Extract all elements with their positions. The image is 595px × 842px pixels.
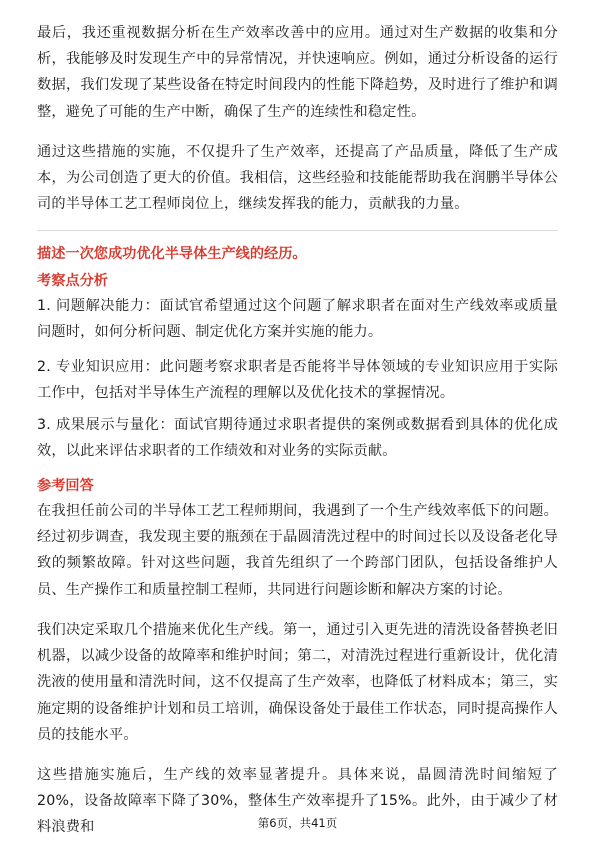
page-number: 第6页，共41页 xyxy=(257,816,338,830)
analysis-item-3: 3. 成果展示与量化：面试官期待通过求职者提供的案例或数据看到具体的优化成效，以此来评估求职者的工作绩效和对业务的实际贡献。 xyxy=(37,417,558,460)
answer-paragraph-2: 我们决定采取几个措施来优化生产线。第一，通过引入更先进的清洗设备替换老旧机器，以减少设备的故障率和维护时间；第二，对清洗过程进行重新设计，优化清洗液的使用量和清洗时间，这不仅提高了生产效率，也降低了材料成本；第三，实施定期的设备维护计划和员工培训，确保设备处于最佳工作状态，同时提高操作人员的技能水平。 xyxy=(37,622,558,743)
answer-paragraph-3: 这些措施实施后，生产线的效率显著提升。具体来说，晶圆清洗时间缩短了20%，设备故障率下降了30%，整体生产效率提升了15%。此外，由于减少了材料浪费和 xyxy=(37,767,558,836)
answer-paragraph-1: 在我担任前公司的半导体工艺工程师期间，我遇到了一个生产线效率低下的问题。经过初步调查，我发现主要的瓶颈在于晶圆清洗过程中的时间过长以及设备老化导致的频繁故障。针对这些问题，我首先组织了一个跨部门团队，包括设备维护人员、生产操作工和质量控制工程师，共同进行问题诊断和解决方案的讨论。 xyxy=(37,503,558,598)
section-divider xyxy=(37,230,558,231)
intro-paragraph-2: 通过这些措施的实施，不仅提升了生产效率，还提高了产品质量，降低了生产成本，为公司创造了更大的价值。我相信，这些经验和技能能帮助我在润鹏半导体公司的半导体工艺工程师岗位上，继续发挥我的能力，贡献我的力量。 xyxy=(37,144,558,213)
analysis-heading: 考察点分析 xyxy=(37,273,108,289)
answer-heading: 参考回答 xyxy=(37,478,94,494)
intro-paragraph-1: 最后，我还重视数据分析在生产效率改善中的应用。通过对生产数据的收集和分析，我能够及时发现生产中的异常情况，并快速响应。例如，通过分析设备的运行数据，我们发现了某些设备在特定时间段内的性能下降趋势，及时进行了维护和调整，避免了可能的生产中断，确保了生产的连续性和稳定性。 xyxy=(37,25,558,120)
analysis-item-1: 1. 问题解决能力：面试官希望通过这个问题了解求职者在面对生产线效率或质量问题时，如何分析问题、制定优化方案并实施的能力。 xyxy=(37,298,558,341)
interview-question: 描述一次您成功优化半导体生产线的经历。 xyxy=(37,246,307,262)
analysis-item-2: 2. 专业知识应用：此问题考察求职者是否能将半导体领域的专业知识应用于实际工作中，包括对半导体生产流程的理解以及优化技术的掌握情况。 xyxy=(37,359,558,402)
